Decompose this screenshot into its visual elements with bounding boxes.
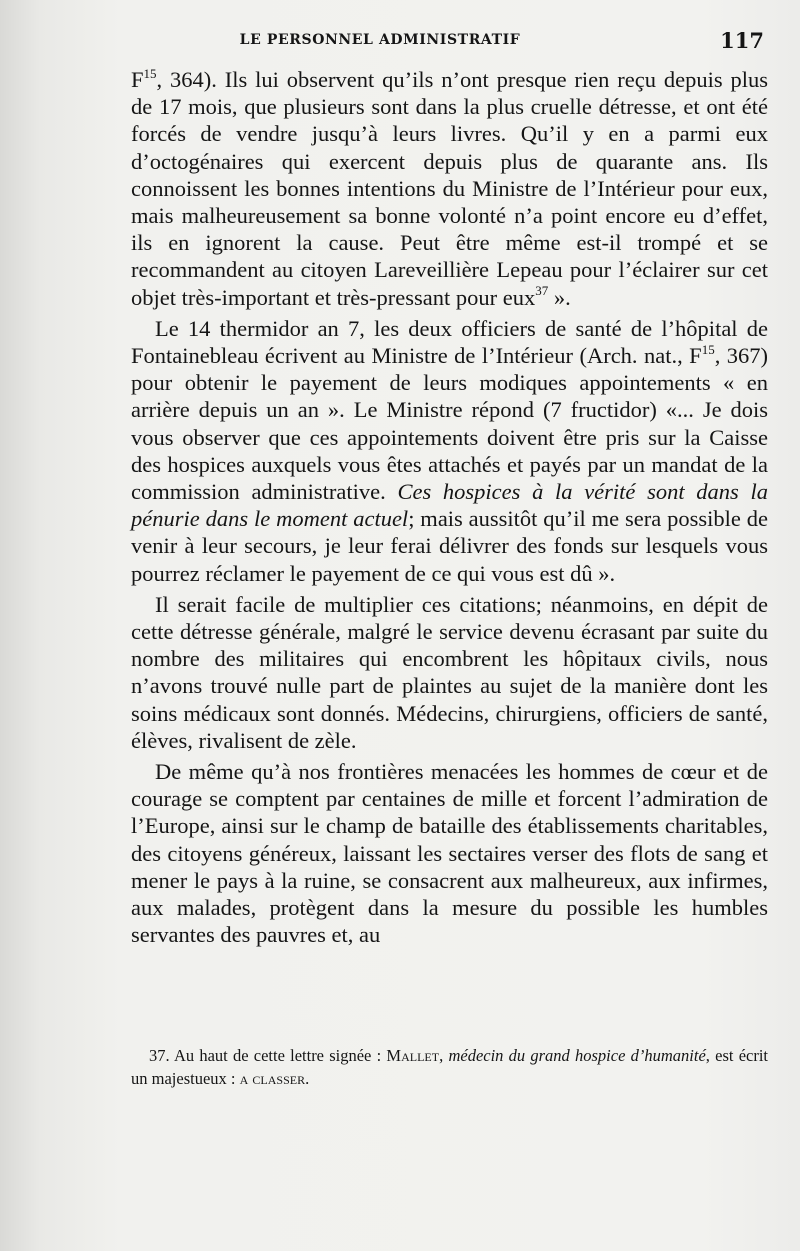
footnote-text-d: . xyxy=(305,1069,310,1088)
superscript-15: 15 xyxy=(701,341,715,357)
footnote-signer-name: Mallet xyxy=(386,1046,440,1065)
paragraph-1-text-a: F xyxy=(131,67,144,92)
footnote-text-c: , est écrit un majestueux : xyxy=(131,1046,769,1088)
footnote-caps: a classer xyxy=(239,1069,306,1088)
footnote-ref-37: 37 xyxy=(535,283,549,299)
paragraph-2-text-b: , 367) pour obtenir le payement de leurs modiques appointements « en arrière depuis un an ». Le Ministre répond (7 fructidor) «... Je dois vous observer que ces appointements doivent être pris sur la Caisse des hospices auxquels vous êtes attachés et payés par un mandat de la commission administrative. xyxy=(131,343,768,505)
page-number: 117 xyxy=(720,28,764,53)
footnote-text-b: , xyxy=(439,1046,449,1065)
paragraph-2-text-a: Le 14 thermidor an 7, les deux officiers de santé de l’hôpital de Fontainebleau écrivent au Ministre de l’Intérieur (Arch. nat., F xyxy=(131,315,768,369)
footnote-text-a: 37. Au haut de cette lettre signée : xyxy=(149,1046,387,1065)
paragraph-2 xyxy=(131,315,768,587)
footnote-37 xyxy=(131,1044,768,1090)
paragraph-2-text-c: ; mais aussitôt qu’il me sera possible de venir à leur secours, je leur ferai délivrer des fonds sur lesquels vous pourrez réclamer le payement de ce qui vous est dû ». xyxy=(131,506,768,586)
page-header xyxy=(0,30,800,54)
paragraph-4: De même qu’à nos frontières menacées les hommes de cœur et de courage se comptent par centaines de mille et forcent l’admiration de l’Europe, ainsi sur le champ de bataille des établissements charitables, des citoyens généreux, laissant les sectaires verser des flots de sang et mener le pays à la ruine, se consacrent aux malheureux, aux infirmes, aux malades, protègent dans la mesure du possible les humbles servantes des pauvres et, au xyxy=(131,759,768,948)
paragraph-1-text-b: , 364). Ils lui observent qu’ils n’ont presque rien reçu depuis plus de 17 mois, que plusieurs sont dans la plus cruelle détresse, et ont été forcés de vendre jusqu’à leurs livres. Qu’il y en a parmi eux d’octogénaires qui exercent depuis plus de quarante ans. Ils connoissent les bonnes intentions du Ministre de l’Intérieur pour eux, mais malheureusement sa bonne volonté n’a point encore eu d’effet, ils en ignorent la cause. Peut être même est-il trompé et se recommandent au citoyen Lareveillière Lepeau pour l’éclairer sur cet objet très-important et très-pressant pour eux xyxy=(131,67,768,310)
paragraph-2-italic: Ces hospices à la vérité sont dans la pénurie dans le moment actuel xyxy=(131,479,768,532)
superscript-15: 15 xyxy=(143,65,157,81)
footnote-italic: médecin du grand hospice d’humanité xyxy=(448,1046,706,1065)
footnote-text xyxy=(131,1044,768,1090)
body-text xyxy=(131,66,768,949)
paragraph-1-text-c: ». xyxy=(548,284,571,310)
paragraph-3: Il serait facile de multiplier ces citations; néanmoins, en dépit de cette détresse générale, malgré le service devenu écrasant par suite du nombre des militaires qui encombrent les hôpitaux civils, nous n’avons trouvé nulle part de plaintes au sujet de la manière dont les soins médicaux sont donnés. Médecins, chirurgiens, officiers de santé, élèves, rivalisent de zèle. xyxy=(131,591,768,753)
paragraph-1 xyxy=(131,66,768,311)
running-head: LE PERSONNEL ADMINISTRATIF xyxy=(239,32,521,48)
